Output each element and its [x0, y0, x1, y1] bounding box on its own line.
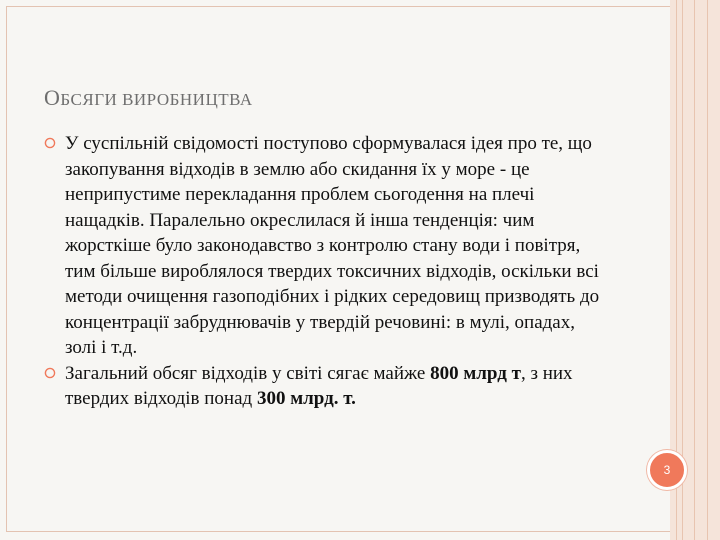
slide-title [44, 79, 253, 115]
bullet-text: , з них твердих відходів понад [65, 362, 573, 409]
bullet-text: Загальний обсяг відходів у світі сягає майже [65, 362, 431, 384]
bold-figure: 300 млрд. т. [256, 388, 356, 409]
side-line [694, 0, 695, 540]
bold-figure: 800 млрд т [430, 362, 521, 384]
list-item [44, 361, 604, 412]
title-rest: БСЯГИ ВИРОБНИЦТВА [60, 90, 253, 109]
bullet-icon [44, 367, 56, 379]
slide-number-badge [647, 450, 687, 490]
bullet-text: У суспільній свідомості поступово сформувалася ідея про те, що закопування відходів в землю або скидання їх у море - це неприпустиме перекладання проблем сьогодення на плечі нащадків. Паралельно окреслилася й інша тенденція: чим жорсткіше було законодавство з контролю стану води і повітря, тим більше вироблялося твердих токсичних відходів, оскільки всі методи очищення газоподібних і рідких середовищ призводять до концентрації забруднювачів у твердій речовині: в мулі, опадах, золі і т.д. [65, 133, 600, 358]
bullet-icon [44, 137, 56, 149]
list-item [44, 131, 604, 361]
slide-number: 3 [663, 463, 671, 477]
title-initial: О [44, 85, 61, 110]
bullet-list [44, 131, 604, 412]
side-line [707, 0, 708, 540]
